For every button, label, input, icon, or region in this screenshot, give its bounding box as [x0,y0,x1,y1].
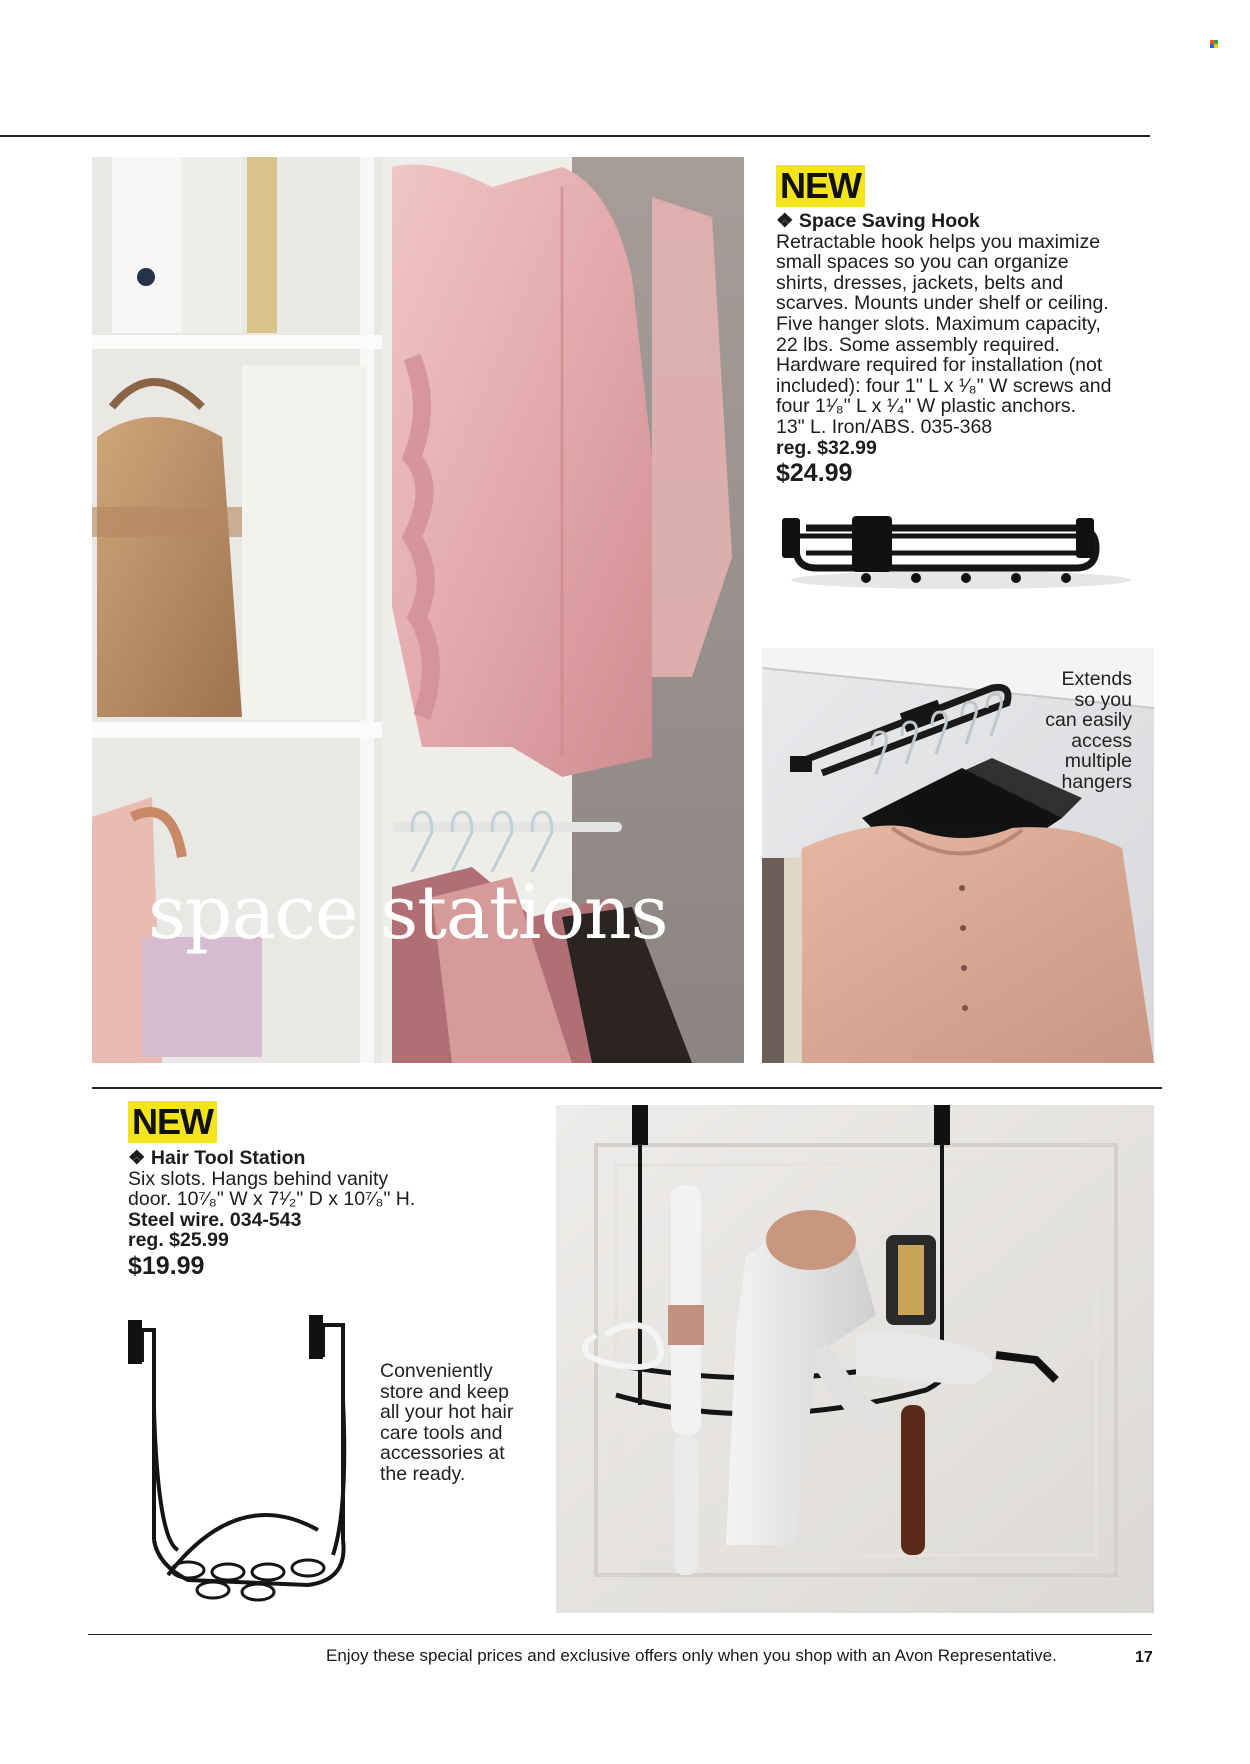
hair-caption [380,1361,550,1485]
desc-line: Retractable hook helps you maximize [776,230,1101,253]
caption-line: care tools and [380,1421,503,1444]
caption-line: accessories at [380,1442,505,1465]
sale-price: $19.99 [128,1251,205,1280]
desc-line: Steel wire. 034-543 [128,1208,302,1231]
new-badge: NEW [776,165,865,207]
hook-product-copy [776,211,1156,488]
desc-line: four 1¹⁄₈" L x ¹⁄₄" W plastic anchors. [776,395,1077,418]
caption-line: store and keep [380,1380,510,1403]
sale-price: $24.99 [776,459,853,488]
hook-caption [1040,669,1132,793]
spec-line: 13" L. Iron/ABS. 035-368 [776,415,993,438]
desc-line: Six slots. Hangs behind vanity [128,1167,389,1190]
footer-divider [88,1634,1152,1635]
hero-title: space stations [148,870,668,956]
hook-product-image [776,508,1136,598]
hair-lifestyle-photo [556,1105,1154,1613]
desc-line: scarves. Mounts under shelf or ceiling. [776,292,1109,315]
caption-line: Extends [1061,668,1132,690]
corner-mark-icon [1210,35,1218,43]
regular-price: reg. $32.99 [776,436,877,459]
caption-line: hangers [1061,770,1132,793]
desc-line: 22 lbs. Some assembly required. [776,333,1060,356]
caption-line: can easily [1045,709,1132,732]
desc-line: shirts, dresses, jackets, belts and [776,271,1064,294]
regular-price: reg. $25.99 [128,1229,229,1252]
desc-line: small spaces so you can organize [776,251,1069,274]
caption-line: Conveniently [380,1360,493,1382]
desc-line: door. 10⁷⁄₈" W x 7¹⁄₂" D x 10⁷⁄₈" H. [128,1188,416,1211]
caption-line: all your hot hair [380,1401,514,1424]
page-number: 17 [1135,1649,1153,1666]
desc-line: Hardware required for installation (not [776,354,1103,377]
product-name: ❖ Hair Tool Station [128,1147,306,1169]
top-divider [0,135,1150,137]
footer-disclaimer: Enjoy these special prices and exclusive offers only when you shop with an Avon Representative. [326,1646,1057,1665]
caption-line: access [1071,729,1132,752]
hair-station-product-image [118,1310,388,1615]
hair-product-copy [128,1148,458,1281]
caption-line: the ready. [380,1462,466,1485]
product-name: ❖ Space Saving Hook [776,210,980,232]
caption-line: multiple [1064,750,1132,773]
caption-line: so you [1074,688,1132,711]
new-badge: NEW [128,1101,217,1143]
section-divider [92,1087,1162,1089]
desc-line: included): four 1" L x ¹⁄₈" W screws and [776,374,1112,397]
desc-line: Five hanger slots. Maximum capacity, [776,312,1101,335]
